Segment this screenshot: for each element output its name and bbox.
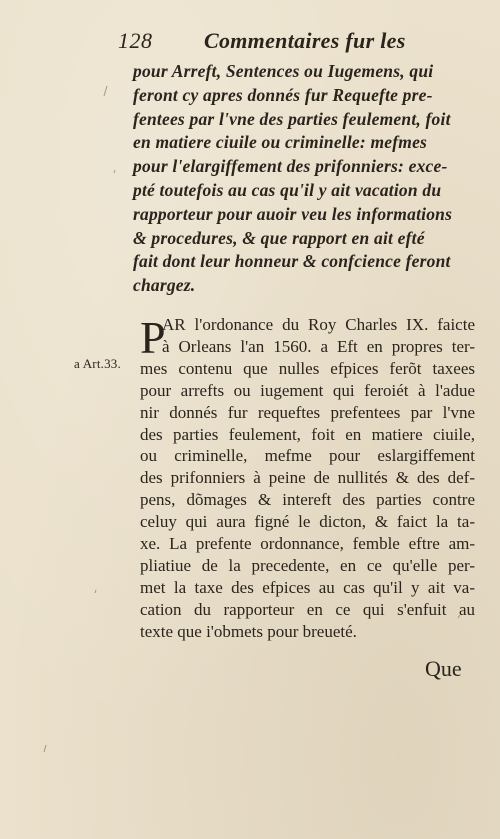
italic-line: feront cy apres donnés fur Requefte pre-: [133, 84, 433, 105]
paragraph-line: à Orleans l'an 1560. a Eft en propres ter-: [162, 336, 475, 356]
italic-line: en matiere ciuile ou criminelle: mefmes: [133, 132, 428, 153]
catchword: Que: [425, 656, 462, 681]
drop-cap: P: [140, 312, 166, 363]
commentary-paragraph: [140, 314, 475, 643]
paragraph-line: des prifonniers à peine de nullités & des def-: [140, 468, 475, 488]
paragraph-line: met la taxe des efpices au cas qu'il y ait va-: [140, 577, 475, 597]
paragraph-line: pour arrefts ou iugement qui feroiét à l'adue: [140, 380, 475, 400]
italic-line: chargez.: [133, 275, 196, 296]
paragraph-line: cation du rapporteur en ce qui s'enfuit au: [140, 599, 475, 619]
paragraph-line: xe. La prefente ordonnance, femble eftre am-: [140, 534, 475, 554]
paragraph-line: pliatiue de la precedente, en ce qu'elle per-: [140, 555, 475, 575]
italic-line: fentees par l'vne des parties feulement, foit: [133, 108, 451, 129]
italic-quoted-text: [133, 60, 473, 298]
italic-line: pour Arreft, Sentences ou Iugemens, qui: [133, 61, 434, 81]
paragraph-line: texte que i'obmets pour breueté.: [140, 621, 357, 641]
paragraph-line: ou criminelle, mefme pour eslargiffement: [140, 446, 475, 466]
running-title: Commentaires fur les: [204, 28, 406, 53]
paragraph-line: mes contenu que nulles efpices ferõt taxees: [140, 358, 475, 378]
italic-line: fait dont leur honneur & confcience feront: [133, 251, 451, 272]
paragraph-line: des parties feulement, foit en matiere ciuile,: [140, 424, 475, 444]
paragraph-line: nir donnés fur requeftes prefentees par l'vne: [140, 402, 475, 422]
margin-note: a Art.33.: [74, 356, 121, 371]
italic-line: pté toutefois au cas qu'il y ait vacation du: [133, 179, 442, 200]
page-number: 128: [118, 28, 153, 53]
italic-line: rapporteur pour auoir veu les informations: [133, 203, 453, 224]
paragraph-line: pens, dõmages & intereft des parties contre: [140, 490, 475, 510]
paragraph-line: celuy qui aura figné le dicton, & faict la ta-: [140, 512, 475, 532]
paragraph-line: AR l'ordonance du Roy Charles IX. faicte: [162, 315, 475, 334]
running-head: [118, 28, 438, 56]
italic-line: & procedures, & que rapport en ait efté: [133, 227, 425, 248]
italic-line: pour l'elargiffement des prifonniers: exce-: [133, 156, 448, 177]
